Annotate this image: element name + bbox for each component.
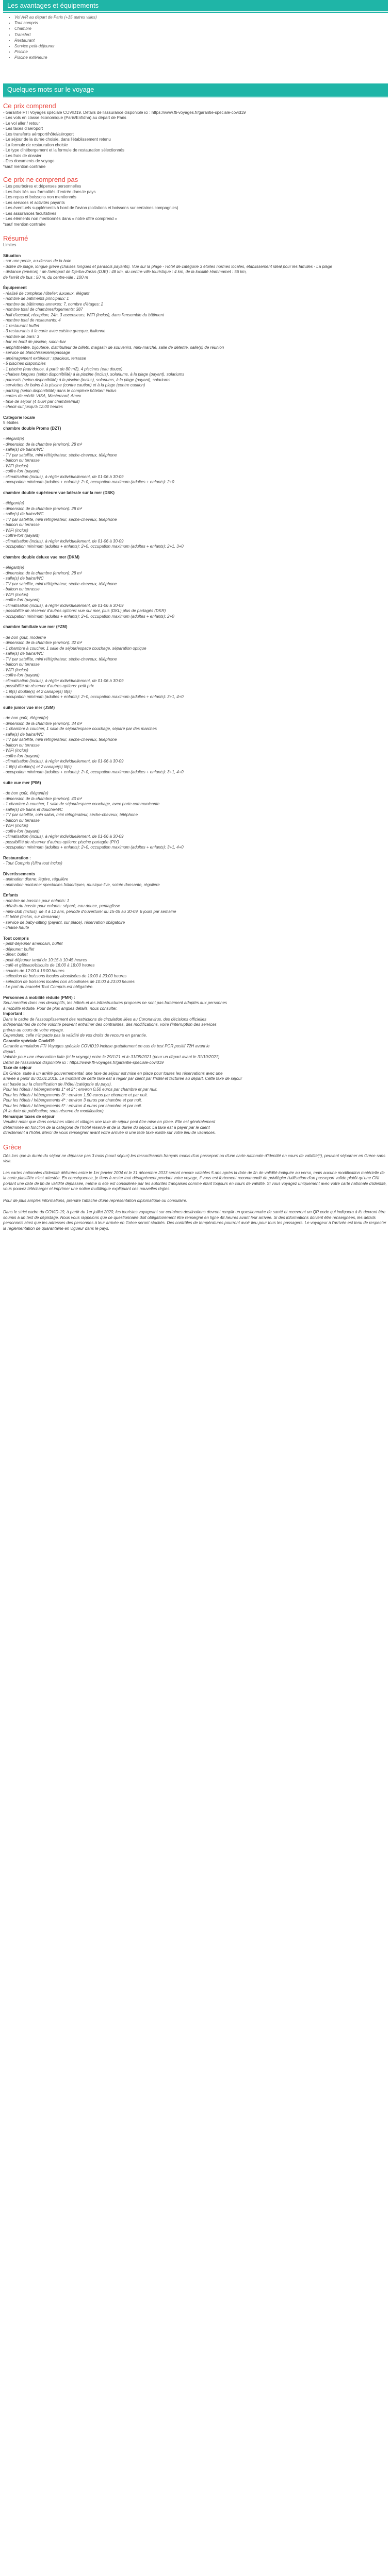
resume-line — [3, 619, 388, 624]
resume-line — [3, 431, 388, 436]
resume-line — [3, 630, 388, 635]
resume-line — [3, 496, 388, 501]
resume-line: - balcon ou terrasse — [3, 742, 40, 748]
resume-line: En Grèce, suite à un arrêté gouvernemental, une taxe de séjour est mise en place pour toutes les réservations avec une — [3, 1071, 223, 1076]
resume-line: - balcon ou terrasse — [3, 587, 40, 592]
block-line: - Les éléments non mentionnés dans « notre offre comprend » — [3, 216, 117, 222]
resume-line: - TV par satellite, mini réfrigérateur, sèche-cheveux, téléphone — [3, 581, 117, 586]
block-line: - Les assurances facultatives — [3, 211, 57, 216]
resume-line: Pour les hôtels / hébergements 3* : environ 1,50 euros par chambre et par nuit. — [3, 1092, 148, 1097]
resume-line: - service de baby-sitting (payant, sur place), réservation obligatoire — [3, 920, 125, 925]
resume-line: - coffre-fort (payant) — [3, 533, 40, 538]
resume-line: Seul mention dans nos descriptifs, les hôtels et les infrastructures proposés ne sont pas forcément adaptés aux personnes — [3, 1001, 227, 1006]
resume-heading: chambre double supérieure vue latérale sur la mer (DSK) — [3, 490, 115, 495]
resume-line: - élégant(e) — [3, 565, 24, 570]
resume-line: - climatisation (inclus), à régler individuellement, de 01-06 à 30-09 — [3, 759, 124, 764]
resume-line: - occupation minimum (adultes + enfants): 2+0, occupation maximum (adultes + enfants): 3+1, 4+0 — [3, 770, 184, 775]
resume-line: - WiFi (inclus) — [3, 823, 28, 828]
block-line: - Les repas et boissons non mentionnés — [3, 195, 76, 200]
resume-line: - coffre-fort (payant) — [3, 753, 40, 758]
resume-line: - balcon ou terrasse — [3, 662, 40, 667]
resume-line: - sélection de boissons locales non alcoolisées de 10:00 à 23:00 heures — [3, 979, 135, 984]
country-paragraph: Les cartes nationales d'identité délivrées entre le 1er janvier 2004 et le 31 décembre 2013 seront encore valables 5 ans après la date de fin de validité indiquée au verso, mais aucune modification matérielle de la carte plastifiée n'est attestée. En conséquence, je tiens à rester tout désagrément pendant votre voyage, il vous est fortement recommandé de privilégier l'utilisation d'un passeport valide plutôt qu'une CNI portant une date de fin de validité dépassée, même si elle est considérée par les autorités françaises comme étant toujours en cours de validité. Si vous voyagez uniquement avec votre carte nationale d'identité, vous pouvez télécharger et imprimer une notice multilingue expliquant ces nouvelles règles. — [3, 1170, 387, 1192]
resume-line: - coffre-fort (payant) — [3, 598, 40, 603]
resume-line: - parasols (selon disponibilité) à la piscine (inclus), solariums, à la plage (payant), solariums — [3, 377, 171, 382]
resume-line: - réalisé de complexe hôtelier: luxueux, élégant — [3, 291, 90, 296]
resume-line: - serviettes de bains à la piscine (contre caution) et à la plage (contre caution) — [3, 383, 145, 388]
resume-line: prévus au cours de votre voyage. — [3, 1027, 64, 1032]
resume-line — [3, 280, 388, 285]
resume-line: - mini-club (inclus), de 4 à 12 ans, période d'ouverture: du 15-05 au 30-09, 6 jours par semaine — [3, 909, 176, 914]
resume-line: - distance (environ) : de l'aéroport de Djerba-Zarzis (DJE) : 48 km, du centre-ville touristique : 4 km, de la localité Hammamet : 56 km, — [3, 269, 247, 275]
country-paragraph: Pour de plus amples informations, prendre l'attache d'une représentation diplomatique ou consulaire. — [3, 1198, 188, 1203]
resume-line: - WiFi (inclus) — [3, 667, 28, 672]
resume-heading: Catégorie locale — [3, 415, 35, 420]
resume-line: - occupation minimum (adultes + enfants): 2+0, occupation maximum (adultes + enfants): 2+0 — [3, 480, 174, 485]
resume-heading: suite vue mer (PIM) — [3, 780, 41, 785]
resume-line: - nombre de bâtiments principaux: 1 — [3, 296, 69, 301]
block-line: - Les pourboires et dépenses personnelles — [3, 184, 82, 189]
resume-line: - salle(s) de bains et douche/WC — [3, 807, 63, 812]
country-title: Grèce — [3, 1143, 22, 1151]
resume-line — [3, 867, 388, 872]
resume-line: - occupation minimum (adultes + enfants): 2+0, occupation maximum (adultes + enfants): 3+1, 4+0 — [3, 694, 184, 700]
equipment-item: • Transfert — [14, 32, 388, 38]
block-line: - Les transferts aéroport/hôtel/aéroport — [3, 131, 74, 137]
resume-line: - occupation minimum (adultes + enfants): 2+0, occupation maximum (adultes + enfants): 2+0 — [3, 614, 174, 619]
resume-heading: chambre familiale vue mer (FZM) — [3, 624, 68, 630]
resume-line: - 1 lit(s) double(s) et 2 canapé(s) lit(s) — [3, 689, 72, 694]
block-line: - Garantie FTI Voyages spéciale COVID19. Détails de l'assurance disponible ici : https://www.fti-voyages.fr/garantie-speciale-covid19 — [3, 110, 246, 115]
resume-line: de l'arrêt de bus : 50 m, du centre-ville : 100 m — [3, 275, 88, 280]
resume-line: - détails du bassin pour enfants: séparé, eau douce, pentaglisse — [3, 904, 120, 909]
resume-line: - salle(s) de bains/WC — [3, 576, 44, 581]
resume-line: Dans le cadre de l'assouplissement des restrictions de circulation liées au Coronavirus, des décisions officielles — [3, 1016, 207, 1022]
equipment-item: • Service petit-déjeuner — [14, 43, 388, 49]
resume-line — [3, 990, 388, 995]
resume-line: - climatisation (inclus), à régler individuellement, de 01-06 à 30-09 — [3, 678, 124, 683]
resume-heading: Taxe de séjour — [3, 1065, 32, 1071]
resume-line: à mobilité réduite. Pour de plus amples détails, nous consulter. — [3, 1006, 118, 1011]
resume-line: - climatisation (inclus), à régler individuellement, de 01-06 à 30-09 — [3, 474, 124, 479]
resume-heading: suite junior vue mer (JSM) — [3, 705, 55, 710]
resume-line: - déjeuner: buffet — [3, 946, 35, 952]
resume-heading: Important : — [3, 1011, 25, 1016]
equipment-title: Les avantages et équipements — [7, 2, 99, 9]
resume-line: - snacks de 12:00 à 16:00 heures — [3, 968, 64, 973]
resume-heading: Remarque taxes de séjour — [3, 1114, 55, 1119]
resume-line: - 5 piscines disponibles — [3, 361, 46, 366]
resume-line: - 1 chambre à coucher, 1 salle de séjour/espace couchage, séparé par des marches — [3, 726, 157, 732]
resume-line: (À la date de publication, sous réserve de modification). — [3, 1109, 105, 1114]
resume-line — [3, 550, 388, 555]
resume-line: - WiFi (inclus) — [3, 748, 28, 753]
resume-line: Garantie annulation FTI Voyages spéciale COVID19 incluse gratuitement en cas de test PCR positif 72H avant le — [3, 1044, 210, 1049]
resume-line: - dotée de plage, longue grève (chaises longues et parasols payants). Vue sur la plage - Hôtel de catégorie 3 étoiles normes locales, établissement idéal pour les familles - La plage — [3, 264, 333, 269]
equipment-item: • Piscine extérieure — [14, 55, 388, 60]
resume-heading: Tout compris — [3, 936, 29, 941]
resume-line: - possibilité de réserver d'autres options: vue sur mer, plus (DKL) plus de partagés (DKR) — [3, 608, 166, 614]
resume-line: - TV par satellite, mini réfrigérateur, sèche-cheveux, téléphone — [3, 737, 117, 742]
resume-line: - 1 chambre à coucher, 1 salle de séjour/espace couchage, séparation optique — [3, 646, 146, 651]
resume-line: - dimension de la chambre (environ): 32 m² — [3, 640, 82, 646]
resume-line: - dimension de la chambre (environ): 28 m² — [3, 506, 82, 511]
block-title: Ce prix ne comprend pas — [3, 176, 78, 184]
block-line: - Les vols en classe économique (Paris/Enfidha) au départ de Paris — [3, 115, 126, 121]
block-line: - Les éventuels suppléments à bord de l'avion (collations et boissons sur certaines compagnies) — [3, 206, 178, 211]
resume-line: - occupation minimum (adultes + enfants): 2+0, occupation maximum (adultes + enfants): 3+1, 4+0 — [3, 845, 184, 850]
country-paragraph: Dans le strict cadre du COVID-19, à partir du 1er juillet 2020, les touristes voyageant sur certaines destinations devront remplir un questionnaire de santé et recevront un QR code qui indiquera à ils devront être soumis à un test de dépistage. Nous vous rappelons que ce questionnaire doit obligatoirement être renseigné en ligne 48 heures avant leur arrivée. Si des informations doivent être renseignées, les détails personnels ainsi que les adresses des personnes à leur arrivée en Grèce seront stockés. Des contrôles de températures pourront avoir lieu pour tous les passagers. Le voyageur à l'arrivée est tenu de respecter la règlementation de quarantaine en vigueur dans le pays. — [3, 1210, 386, 1231]
resume-line: Détail de l'assurance disponible ici : https://www.fti-voyages.fr/garantie-speciale-covid19 — [3, 1060, 164, 1065]
resume-line — [3, 410, 388, 415]
resume-line: - chaises longues (selon disponibilité) à la piscine (inclus), solariums, à la plage (payant), solariums — [3, 372, 185, 377]
resume-line: - aménagement extérieur : spacieux, terrasse — [3, 355, 86, 361]
resume-line: - animation nocturne: spectacles folkloriques, musique live, soirée dansante, régulière — [3, 882, 160, 887]
resume-line: - nombre total de chambres/logements: 387 — [3, 307, 83, 312]
resume-heading: Restauration : — [3, 855, 31, 860]
resume-line: - taxe de séjour (4 EUR par chambre/nuit) — [3, 399, 80, 404]
resume-line: - climatisation (inclus), à régler individuellement, de 01-06 à 30-09 — [3, 834, 124, 839]
resume-line: - amphithéâtre, bijouterie, distributeur de billets, magasin de souvenirs, mini-marché, salle de détente, salle(s) de réunion — [3, 345, 224, 350]
resume-line: - café et gâteaux/biscuits de 16:00 à 18:00 heures — [3, 963, 95, 968]
resume-line: - dîner: buffet — [3, 952, 28, 957]
resume-line: - salle(s) de bains/WC — [3, 732, 44, 737]
resume-line: déterminée en fonction de la catégorie de l'hôtel réservé et de la durée du séjour. La taxe est à payer par le client — [3, 1125, 210, 1130]
resume-line: - 1 piscine (eau douce, à partir de 80 m2), 4 piscines (eau douce) — [3, 366, 123, 371]
resume-line: - WiFi (inclus) — [3, 463, 28, 468]
resume-line: indépendantes de notre volonté peuvent entraîner des contraintes, des modifications, voire l'interruption des services — [3, 1022, 217, 1027]
block-line: - Les taxes d'aéroport — [3, 126, 43, 131]
equipment-item: • Piscine — [14, 49, 388, 55]
resume-line: - animation diurne: légère, régulière — [3, 877, 69, 882]
resume-line — [3, 931, 388, 936]
resume-title: Résumé — [3, 234, 28, 243]
resume-line: - salle(s) de bains/WC — [3, 651, 44, 656]
resume-line: Pour les hôtels / hébergements 4* : environ 3 euros par chambre et par nuit. — [3, 1098, 142, 1103]
resume-line: - sélection de boissons locales alcoolisées de 10:00 à 23:00 heures — [3, 974, 127, 979]
program-banner — [3, 83, 388, 96]
block-line: - Les frais liés aux formalités d'entrée dans le pays — [3, 189, 96, 194]
resume-line: Valable pour une réservation faite (et le voyage) entre le 29/1/21 et le 31/05/2021 (pour un départ avant le 31/10/2021). — [3, 1055, 221, 1060]
resume-line — [3, 710, 388, 716]
block-line: *sauf mention contraire — [3, 222, 46, 227]
resume-line: - bar en bord de piscine, salon-bar — [3, 340, 66, 345]
resume-content — [3, 243, 388, 1136]
resume-line: Pour les hôtels / hébergements 5* : environ 4 euros par chambre et par nuit. — [3, 1103, 142, 1108]
resume-line — [3, 888, 388, 893]
resume-line: - WiFi (inclus) — [3, 592, 28, 597]
resume-line: - hall d'accueil, réception, 24h, 3 ascenseurs, WiFi (inclus), dans l'ensemble du bâtiment — [3, 312, 165, 317]
block-line: - Les services et activités payants — [3, 200, 65, 205]
resume-line: départ. — [3, 1049, 16, 1054]
resume-line — [3, 786, 388, 791]
resume-line: - coffre-fort (payant) — [3, 469, 40, 474]
resume-line: - élégant(e) — [3, 436, 24, 442]
resume-line: - TV par satellite, coin salon, mini réfrigérateur, sèche-cheveux, téléphone — [3, 812, 138, 818]
resume-line: arrivée à partir du 01.01.2018. Le montant de cette taxe est à régler par client par l'hôtel et facturée au départ. Cette taxe de séjour — [3, 1076, 242, 1081]
resume-line: - possibilité de réserver d'autres options: petit prix — [3, 684, 94, 689]
resume-line: - balcon ou terrasse — [3, 458, 40, 463]
resume-line: - salle(s) de bains/WC — [3, 512, 44, 517]
program-title: Quelques mots sur le voyage — [7, 85, 94, 93]
resume-line — [3, 560, 388, 565]
country-paragraph: Dès lors que la durée du séjour ne dépasse pas 3 mois (court séjour) les ressortissants français munis d'un passeport ou d'une carte nationale d'identité en cours de validité(*), peuvent séjourner en Grèce sans visa. — [3, 1153, 385, 1164]
equipment-item: • Restaurant — [14, 38, 388, 43]
resume-line: - petit-déjeuner américain, buffet — [3, 941, 63, 946]
equipment-item: • Tout compris — [14, 20, 388, 26]
resume-heading: chambre double Promo (DZT) — [3, 426, 61, 431]
resume-line: Limites — [3, 243, 17, 248]
resume-line — [3, 485, 388, 490]
resume-line: est basée sur la classification de l'hôtel (catégorie du pays). — [3, 1081, 112, 1087]
resume-line: - TV par satellite, mini réfrigérateur, sèche-cheveux, téléphone — [3, 517, 117, 522]
resume-line — [3, 851, 388, 856]
resume-heading: Équipement — [3, 285, 27, 291]
country-content — [3, 1154, 388, 1232]
equipment-item: • Chambre — [14, 26, 388, 31]
resume-line: - dimension de la chambre (environ): 28 m² — [3, 442, 82, 447]
resume-heading: chambre double deluxe vue mer (DKM) — [3, 554, 80, 560]
resume-line: directement à l'hôtel. Merci de vous renseigner avant votre arrivée si une telle taxe existe sur votre lieu de vacances. — [3, 1130, 216, 1136]
resume-line: - climatisation (inclus), à régler individuellement, de 01-06 à 30-09 — [3, 603, 124, 608]
resume-line: - 1 restaurant buffet — [3, 323, 39, 328]
resume-line: - salle(s) de bains/WC — [3, 447, 44, 452]
resume-line: - de bon goût, moderne — [3, 635, 46, 640]
block-line: - Les frais de dossier — [3, 153, 42, 158]
resume-line: - balcon ou terrasse — [3, 522, 40, 528]
resume-line: - service de blanchisserie/repassage — [3, 350, 70, 355]
resume-line: - parking (selon disponibilité) dans le complexe hôtelier: inclus — [3, 388, 117, 393]
resume-line: - climatisation (inclus), à régler individuellement, de 01-06 à 30-09 — [3, 538, 124, 544]
resume-line: - chaise haute — [3, 925, 29, 930]
equipment-list — [14, 14, 388, 61]
resume-line: Cependant, celle n'impacte pas la validité de vos droits de recours en garantie. — [3, 1033, 148, 1038]
block-line: - La formule de restauration choisie — [3, 142, 68, 147]
resume-heading: Divertissements — [3, 871, 35, 876]
resume-line: - dimension de la chambre (environ): 34 m² — [3, 721, 82, 726]
resume-line: - nombre de bassins pour enfants: 1 — [3, 898, 70, 903]
resume-line: - check-out jusqu'à 12:00 heures — [3, 404, 63, 410]
block-line: - Des documents de voyage — [3, 159, 55, 164]
resume-line: - occupation minimum (adultes + enfants): 2+0, occupation maximum (adultes + enfants): 2+1, 3+0 — [3, 544, 184, 549]
block-title: Ce prix comprend — [3, 101, 56, 110]
resume-heading: Situation — [3, 253, 21, 258]
resume-line: - 1 chambre à coucher, 1 salle de séjour/espace couchage, avec porte communicante — [3, 802, 160, 807]
resume-line — [3, 775, 388, 781]
resume-line: - nombre total de restaurants: 4 — [3, 318, 61, 323]
resume-line: - nombre de bâtiments annexes: 7, nombre d'étages: 2 — [3, 301, 104, 307]
block-line: *sauf mention contraire — [3, 164, 46, 169]
resume-heading: Garantie spéciale Covid19 — [3, 1038, 55, 1043]
resume-line: - TV par satellite, mini réfrigérateur, sèche-cheveux, téléphone — [3, 656, 117, 662]
resume-heading: Enfants — [3, 893, 19, 898]
resume-line — [3, 248, 388, 253]
resume-line: - sur une pente, au-dessus de la baie — [3, 259, 72, 264]
resume-line: - coffre-fort (payant) — [3, 828, 40, 834]
resume-line: - TV par satellite, mini réfrigérateur, sèche-cheveux, téléphone — [3, 452, 117, 457]
resume-line: - nombre de bars: 3 — [3, 334, 39, 339]
block-line: - Le type d'hébergement et la formule de restauration sélectionnés — [3, 148, 124, 153]
resume-line: - WiFi (inclus) — [3, 528, 28, 533]
resume-line: - dimension de la chambre (environ): 28 m² — [3, 570, 82, 575]
block-line: - Le séjour de la durée choisie, dans l'établissement retenu — [3, 137, 111, 142]
resume-line: - de bon goût, élégant(e) — [3, 716, 48, 721]
resume-line: - 1 lit(s) double(s) et 2 canapé(s) lit(s) — [3, 764, 72, 769]
resume-line: - petit-déjeuner tardif de 10:15 à 10:45 heures — [3, 957, 87, 962]
resume-line: Veuillez noter que dans certaines villes et villages une taxe de séjour peut être mise en place. Elle est généralement — [3, 1120, 216, 1125]
block-line: - Le vol aller / retour — [3, 121, 40, 126]
resume-line: Pour les hôtels / hébergements 1* et 2* : environ 0,50 euros par chambre et par nuit. — [3, 1087, 158, 1092]
equipment-item: • Vol A/R au départ de Paris (+15 autres villes) — [14, 14, 388, 20]
resume-line: - élégant(e) — [3, 501, 24, 506]
resume-line: - lit bébé (inclus, sur demande) — [3, 914, 60, 920]
resume-line: - de bon goût, élégant(e) — [3, 791, 48, 796]
resume-line: - dimension de la chambre (environ): 40 m² — [3, 796, 82, 801]
resume-line — [3, 700, 388, 705]
equipment-banner — [3, 0, 388, 11]
resume-line: - balcon ou terrasse — [3, 818, 40, 823]
resume-heading: Personnes à mobilité réduite (PMR) : — [3, 995, 75, 1000]
price-blocks — [3, 102, 388, 228]
resume-line: - Tout Compris (Ultra tout inclus) — [3, 861, 62, 866]
resume-line: - Le port du bracelet Tout Compris est obligatoire. — [3, 985, 94, 990]
resume-line: - cartes de crédit: VISA, Mastercard, Amex — [3, 394, 82, 399]
resume-line: - 3 restaurants à la carte avec cuisine grecque, italienne — [3, 329, 106, 334]
resume-line: - coffre-fort (payant) — [3, 673, 40, 678]
resume-line: - possibilité de réserver d'autres options: piscine partagée (PIY) — [3, 839, 119, 844]
resume-line: 5 étoiles — [3, 420, 19, 426]
